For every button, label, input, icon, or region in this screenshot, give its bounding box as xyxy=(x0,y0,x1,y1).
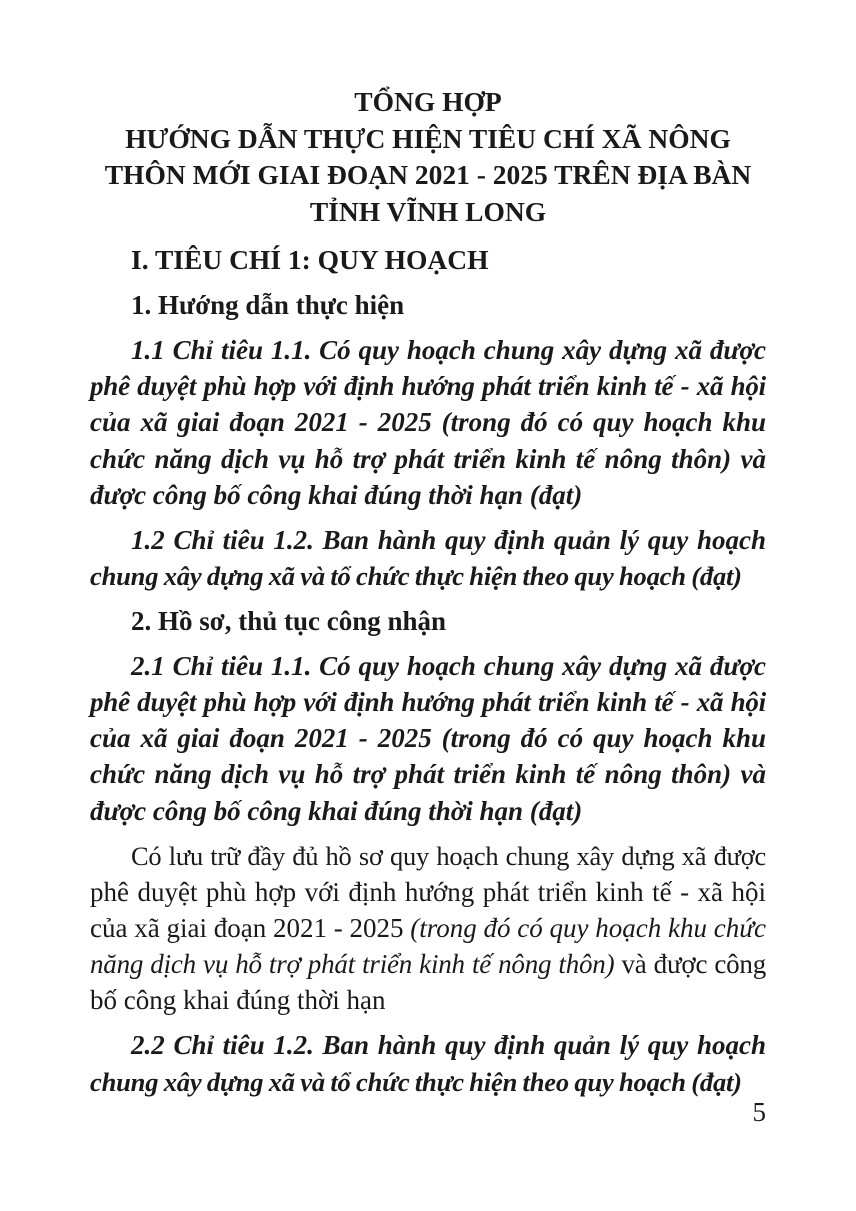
title-line: THÔN MỚI GIAI ĐOẠN 2021 - 2025 TRÊN ĐỊA BÀN xyxy=(104,159,752,190)
paragraph-line: được công bố công khai đúng thời hạn (đạt) xyxy=(90,479,583,510)
paragraph-line: chức năng dịch vụ hỗ trợ phát triển kinh tế nông thôn) và xyxy=(90,759,766,790)
paragraph-line: của xã giai đoạn 2021 - 2025 (trong đó có quy hoạch khu xyxy=(90,407,766,438)
italic-text-run: (trong đó có quy hoạch khu chức xyxy=(410,912,766,943)
title-line: TỔNG HỢP xyxy=(354,86,502,117)
subsection-heading-guidance: 1. Hướng dẫn thực hiện xyxy=(131,289,405,320)
page-number: 5 xyxy=(752,1097,766,1127)
paragraph-line: 2.1 Chỉ tiêu 1.1. Có quy hoạch chung xây dựng xã được xyxy=(131,650,766,681)
criterion-1-2-records xyxy=(90,1027,766,1099)
paragraph-line: 2.2 Chỉ tiêu 1.2. Ban hành quy định quản lý quy hoạch xyxy=(131,1030,766,1061)
paragraph-line xyxy=(90,946,766,982)
document-title xyxy=(90,84,766,230)
paragraph-line: chung xây dựng xã và tổ chức thực hiện theo quy hoạch (đạt) xyxy=(90,560,742,591)
italic-text-run: năng dịch vụ hỗ trợ phát triển kinh tế nông thôn) xyxy=(90,949,615,980)
body-paragraph xyxy=(90,838,766,1019)
criterion-1-1-guidance xyxy=(90,332,766,513)
paragraph-line: phê duyệt phù hợp với định hướng phát triển kinh tế - xã hội xyxy=(90,687,766,718)
paragraph-line: của xã giai đoạn 2021 - 2025 (trong đó có quy hoạch khu xyxy=(90,723,766,754)
text-run: của xã giai đoạn 2021 - 2025 xyxy=(90,912,411,943)
title-line: HƯỚNG DẪN THỰC HIỆN TIÊU CHÍ XÃ NÔNG xyxy=(125,122,731,154)
paragraph-line: chức năng dịch vụ hỗ trợ phát triển kinh tế nông thôn) và xyxy=(90,443,766,474)
subsection-heading-records: 2. Hồ sơ, thủ tục công nhận xyxy=(131,605,447,636)
paragraph-line: chung xây dựng xã và tổ chức thực hiện theo quy hoạch (đạt) xyxy=(90,1066,742,1097)
paragraph-line: phê duyệt phù hợp với định hướng phát triển kinh tế - xã hội xyxy=(90,876,766,907)
text-run: và được công xyxy=(614,949,767,980)
criterion-1-2-guidance xyxy=(90,522,766,594)
criterion-1-1-records xyxy=(90,648,766,829)
paragraph-line: Có lưu trữ đầy đủ hồ sơ quy hoạch chung xây dựng xã được xyxy=(131,840,766,871)
title-line: TỈNH VĨNH LONG xyxy=(309,195,547,227)
paragraph-line xyxy=(90,910,766,946)
paragraph-line: bố công khai đúng thời hạn xyxy=(90,985,386,1016)
paragraph-line: được công bố công khai đúng thời hạn (đạt) xyxy=(90,795,583,826)
paragraph-line: 1.2 Chỉ tiêu 1.2. Ban hành quy định quản lý quy hoạch xyxy=(131,524,766,555)
section-heading: I. TIÊU CHÍ 1: QUY HOẠCH xyxy=(131,244,489,275)
paragraph-line: phê duyệt phù hợp với định hướng phát triển kinh tế - xã hội xyxy=(90,371,766,402)
document-body xyxy=(90,242,766,1100)
paragraph-line: 1.1 Chỉ tiêu 1.1. Có quy hoạch chung xây dựng xã được xyxy=(131,334,766,365)
